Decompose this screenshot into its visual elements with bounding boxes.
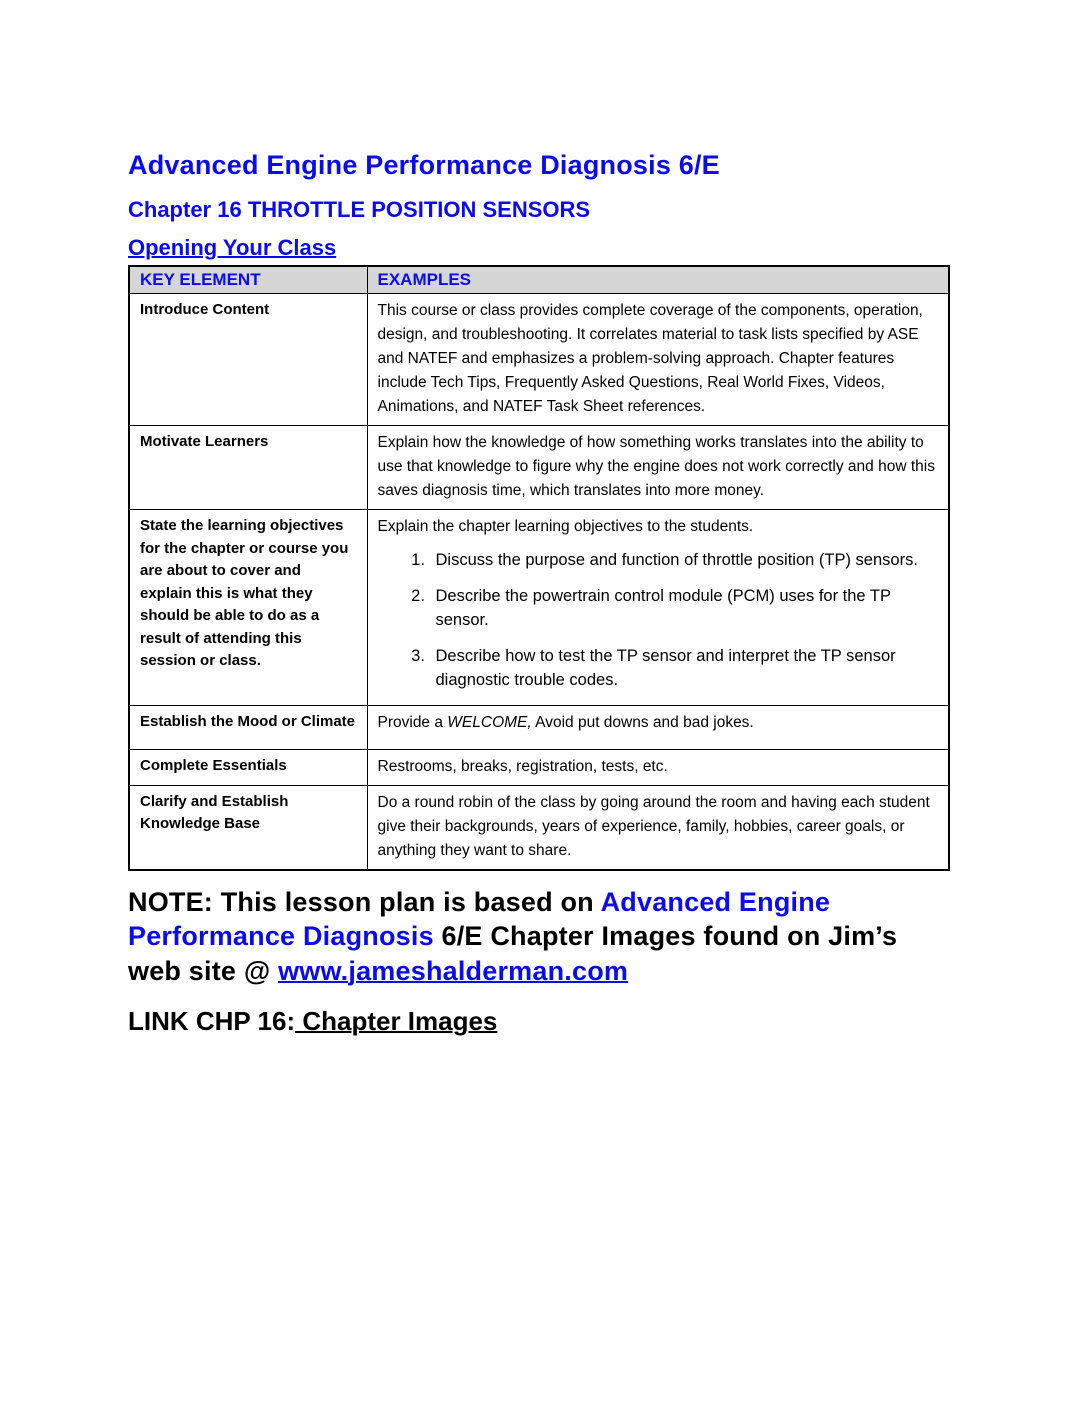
key-element-motivate-learners: Motivate Learners (129, 426, 367, 510)
key-element-complete-essentials: Complete Essentials (129, 749, 367, 785)
key-element-establish-mood: Establish the Mood or Climate (129, 705, 367, 749)
note-book-title: Advanced Engine Performance Diagnosis (128, 886, 831, 952)
note-text-prefix: NOTE: This lesson plan is based on (128, 886, 601, 917)
key-element-clarify-knowledge: Clarify and Establish Knowledge Base (129, 785, 367, 870)
example-clarify-knowledge: Do a round robin of the class by going around the room and having each student give their backgrounds, years of experience, family, hobbies, career goals, or anything they want to share. (367, 785, 949, 870)
table-header-row (129, 266, 949, 294)
example-learning-objectives (367, 510, 949, 706)
key-element-learning-objectives: State the learning objectives for the chapter or course you are about to cover and explain this is what they should be able to do as a result of attending this session or class. (129, 510, 367, 706)
link-line-label: LINK CHP 16: (128, 1006, 296, 1037)
section-heading: Opening Your Class (128, 235, 337, 260)
objectives-list (378, 549, 939, 693)
example-establish-mood (367, 705, 949, 749)
table-row (129, 785, 949, 870)
objective-item: 2. Describe the powertrain control module (PCM) uses for the TP sensor. (430, 585, 939, 633)
lesson-plan-table (128, 265, 950, 871)
example-motivate-learners: Explain how the knowledge of how something works translates into the ability to use that knowledge to figure why the engine does not work correctly and how this saves diagnosis time, which translates into more money. (367, 426, 949, 510)
mood-text-suffix: Avoid put downs and bad jokes. (531, 713, 754, 731)
table-header-examples: EXAMPLES (367, 266, 949, 294)
objectives-intro: Explain the chapter learning objectives to the students. (377, 518, 754, 536)
note-paragraph (128, 885, 928, 989)
example-introduce-content: This course or class provides complete coverage of the components, operation, design, and troubleshooting. It correlates material to task lists specified by ASE and NATEF and emphasizes a problem-solving approach. Chapter features include Tech Tips, Frequently Asked Questions, Real World Fixes, Videos, Animations, and NATEF Task Sheet references. (367, 294, 949, 426)
section-heading-wrap (128, 235, 958, 261)
table-row (129, 510, 949, 706)
table-header-key-element: KEY ELEMENT (129, 266, 367, 294)
table-row (129, 426, 949, 510)
key-element-introduce-content: Introduce Content (129, 294, 367, 426)
table-row (129, 705, 949, 749)
chapter-link-line (128, 1006, 958, 1037)
chapter-images-link[interactable]: Chapter Images (295, 1006, 498, 1037)
example-complete-essentials: Restrooms, breaks, registration, tests, etc. (367, 749, 949, 785)
objective-item: 3. Describe how to test the TP sensor and interpret the TP sensor diagnostic trouble codes. (430, 645, 939, 693)
table-row (129, 749, 949, 785)
document-title: Advanced Engine Performance Diagnosis 6/E (128, 150, 720, 180)
objective-item: 1. Discuss the purpose and function of throttle position (TP) sensors. (430, 549, 939, 573)
mood-text-welcome: WELCOME, (447, 713, 532, 731)
chapter-heading: Chapter 16 THROTTLE POSITION SENSORS (128, 197, 591, 222)
note-text-middle: 6/E Chapter Images found on Jim’s web site @ (128, 921, 898, 986)
mood-text-prefix: Provide a (377, 713, 448, 731)
website-link[interactable]: www.jameshalderman.com (278, 955, 629, 986)
table-row (129, 294, 949, 426)
